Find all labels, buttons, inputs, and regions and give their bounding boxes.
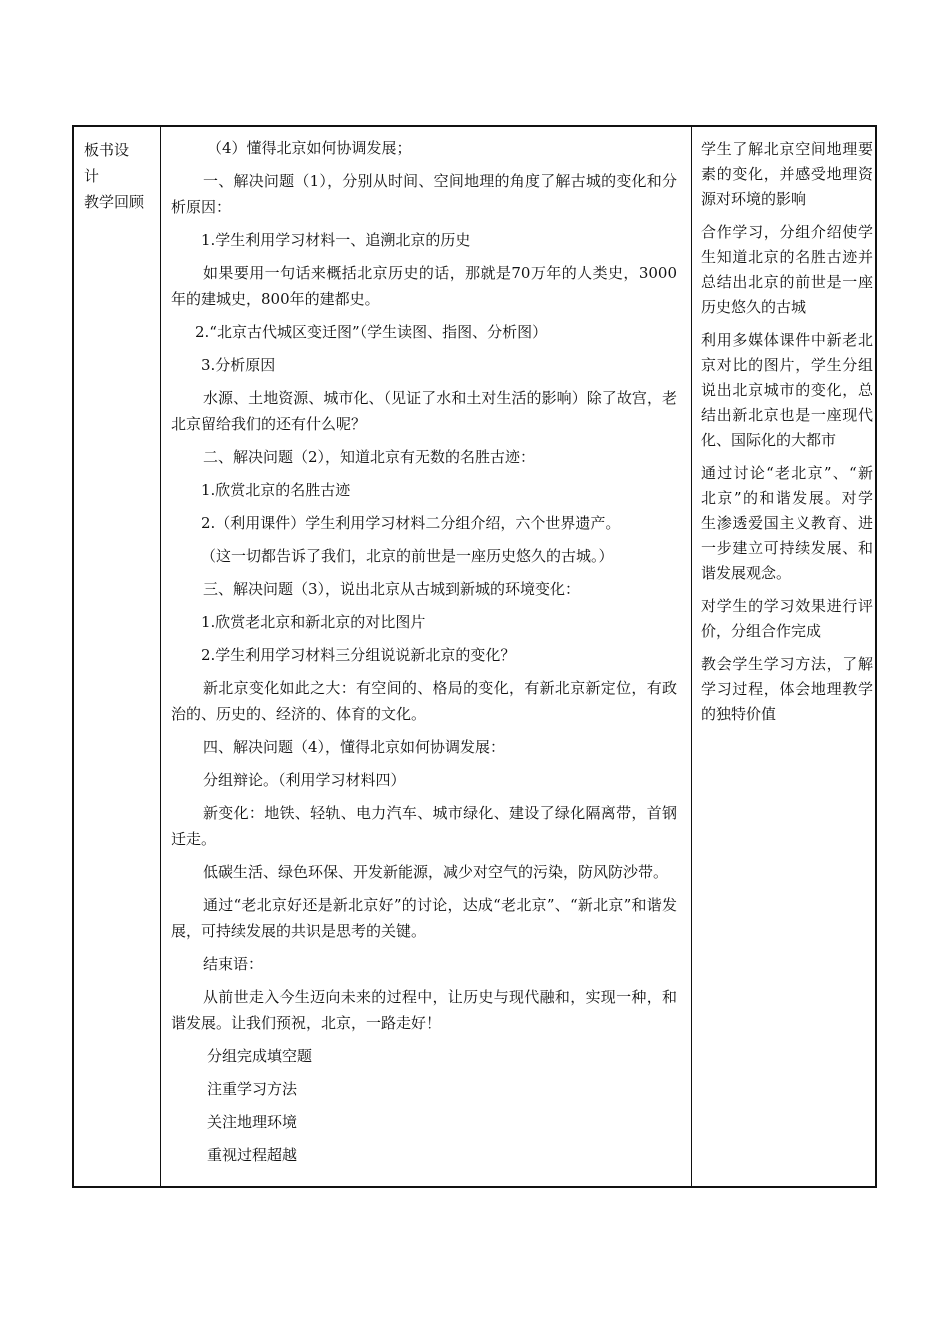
content-paragraph: 新变化：地铁、轻轨、电力汽车、城市绿化、建设了绿化隔离带，首钢迁走。 — [171, 804, 677, 848]
content-paragraph: 1.学生利用学习材料一、追溯北京的历史 — [201, 231, 471, 249]
content-paragraph: （4）懂得北京如何协调发展； — [207, 139, 412, 157]
label-board-design-1: 板书设 — [84, 141, 130, 159]
summary-item: 分组完成填空题 — [207, 1047, 313, 1065]
summary-item: 注重学习方法 — [207, 1080, 298, 1098]
content-paragraph: 一、解决问题（1），分别从时间、空间地理的角度了解古城的变化和分析原因： — [171, 172, 677, 216]
content-paragraph: 低碳生活、绿色环保、开发新能源，减少对空气的污染，防风防沙带。 — [203, 863, 669, 881]
content-paragraph: 三、解决问题（3），说出北京从古城到新城的环境变化： — [203, 580, 581, 598]
content-paragraph: 2.“北京古代城区变迁图”（学生读图、指图、分析图） — [195, 323, 548, 341]
summary-item: 重视过程超越 — [207, 1146, 298, 1164]
content-paragraph: 四、解决问题（4），懂得北京如何协调发展： — [203, 738, 506, 756]
content-paragraph: 如果要用一句话来概括北京历史的话，那就是70万年的人类史，3000年的建城史，800年的建都史。 — [171, 264, 677, 308]
lesson-plan-table — [72, 125, 877, 1188]
intent-note: 利用多媒体课件中新老北京对比的图片，学生分组说出北京城市的变化，总结出新北京也是一座现代化、国际化的大都市 — [701, 331, 873, 449]
intent-note: 教会学生学习方法，了解学习过程，体会地理教学的独特价值 — [701, 655, 873, 723]
content-paragraph: 3.分析原因 — [201, 356, 276, 374]
content-paragraph: 从前世走入今生迈向未来的过程中，让历史与现代融和，实现一种，和谐发展。让我们预祝，北京，一路走好！ — [171, 988, 677, 1032]
content-paragraph: 通过“老北京好还是新北京好”的讨论，达成“老北京”、“新北京”和谐发展，可持续发展的共识是思考的关键。 — [171, 896, 677, 940]
content-paragraph: 1.欣赏北京的名胜古迹 — [201, 481, 351, 499]
content-paragraph: 水源、土地资源、城市化、（见证了水和土对生活的影响）除了故宫，老北京留给我们的还有什么呢？ — [171, 389, 677, 433]
content-paragraph: 分组辩论。（利用学习材料四） — [203, 771, 406, 789]
label-board-design-2: 计 — [84, 167, 100, 185]
content-paragraph: 结束语： — [203, 955, 264, 973]
teaching-content-column — [161, 127, 691, 1186]
intent-note: 学生了解北京空间地理要素的变化，并感受地理资源对环境的影响 — [701, 140, 873, 208]
content-paragraph: 2.（利用课件）学生利用学习材料二分组介绍，六个世界遗产。 — [201, 514, 621, 532]
label-teaching-review: 教学回顾 — [84, 193, 145, 211]
section-label-column — [74, 127, 160, 1186]
content-paragraph: （这一切都告诉了我们，北京的前世是一座历史悠久的古城。） — [201, 547, 614, 565]
summary-item: 关注地理环境 — [207, 1113, 298, 1131]
content-paragraph: 新北京变化如此之大：有空间的、格局的变化，有新北京新定位，有政治的、历史的、经济的、体育的文化。 — [171, 679, 677, 723]
intent-note: 对学生的学习效果进行评价，分组合作完成 — [701, 597, 873, 640]
content-paragraph: 1.欣赏老北京和新北京的对比图片 — [201, 613, 426, 631]
content-paragraph: 2.学生利用学习材料三分组说说新北京的变化？ — [201, 646, 516, 664]
intent-note: 合作学习，分组介绍使学生知道北京的名胜古迹并总结出北京的前世是一座历史悠久的古城 — [701, 223, 873, 316]
design-intent-column — [692, 127, 879, 1186]
content-paragraph: 二、解决问题（2），知道北京有无数的名胜古迹： — [203, 448, 536, 466]
intent-note: 通过讨论“老北京”、“新北京”的和谐发展。对学生渗透爱国主义教育、进一步建立可持续发展、和谐发展观念。 — [701, 464, 873, 582]
